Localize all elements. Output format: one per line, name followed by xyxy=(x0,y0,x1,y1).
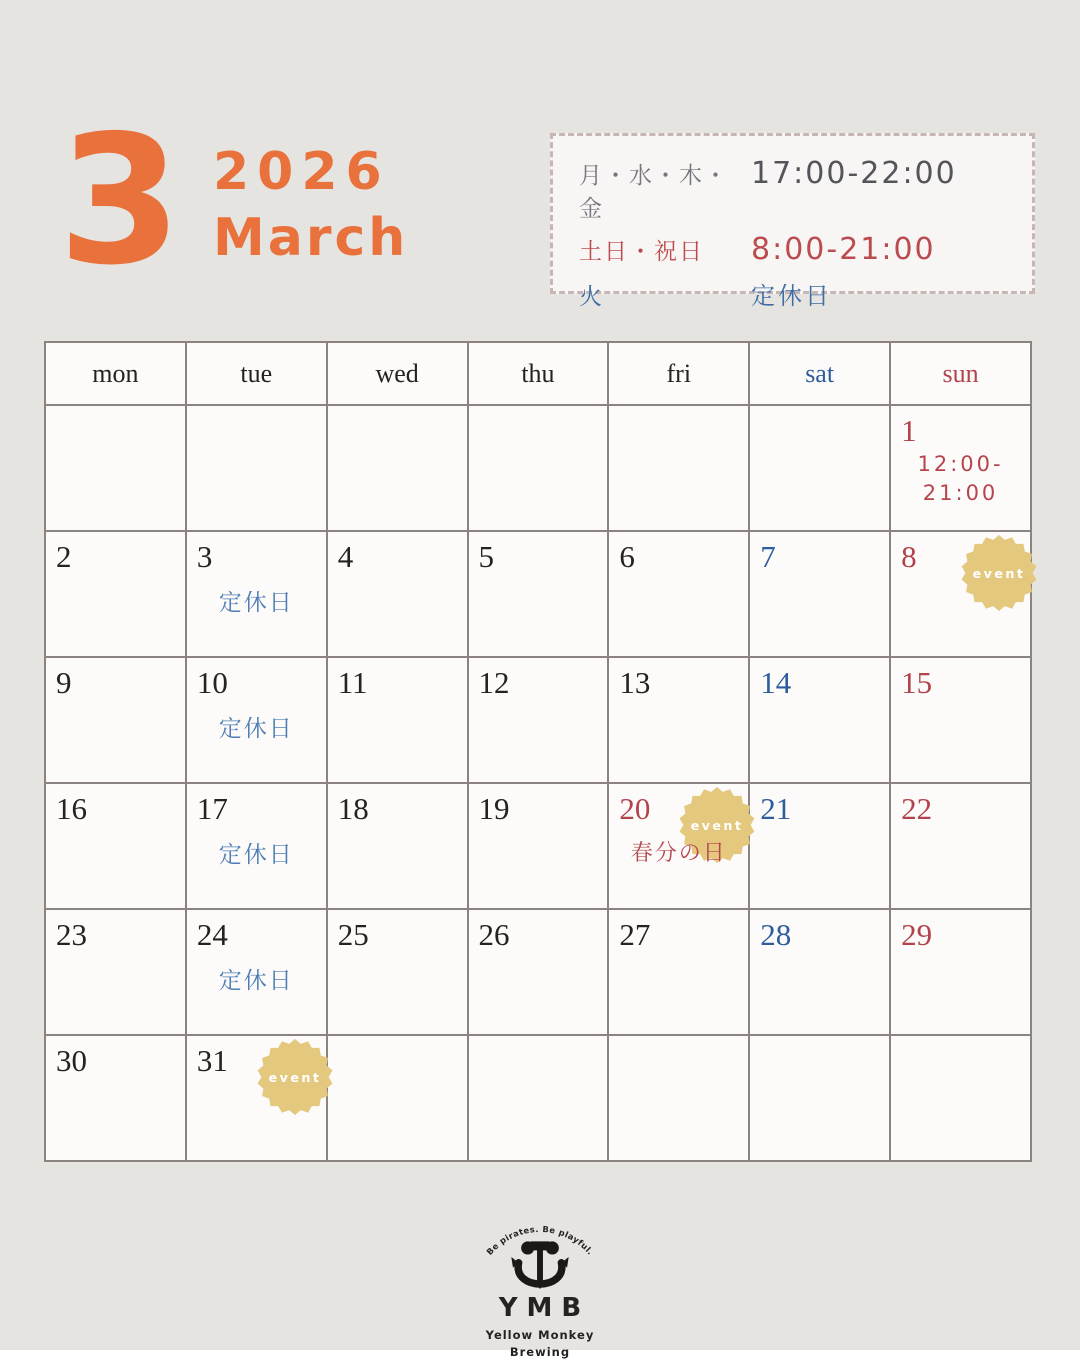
empty-day-cell xyxy=(608,405,749,531)
day-number: 6 xyxy=(619,539,635,574)
weekday-header-sat: sat xyxy=(749,342,890,405)
weekday-header-fri: fri xyxy=(608,342,749,405)
calendar-body xyxy=(45,405,1031,1161)
event-badge xyxy=(256,1038,334,1116)
logo-brand-name xyxy=(430,1327,650,1360)
weekday-header-thu: thu xyxy=(468,342,609,405)
closed-day-label: 定休日 xyxy=(218,716,294,742)
event-badge-seal xyxy=(960,534,1038,612)
hours-days-label: 土日・祝日 xyxy=(579,239,704,265)
day-cell-3 xyxy=(186,531,327,657)
day-cell-8 xyxy=(890,531,1031,657)
day-number: 11 xyxy=(337,665,368,700)
day-number: 8 xyxy=(901,539,917,574)
day-number: 7 xyxy=(760,539,776,574)
day-cell-19 xyxy=(468,783,609,909)
day-cell-14 xyxy=(749,657,890,783)
day-cell-2 xyxy=(45,531,186,657)
day-cell-17 xyxy=(186,783,327,909)
week-row xyxy=(45,1035,1031,1161)
day-number: 24 xyxy=(196,917,228,952)
day-cell-12 xyxy=(468,657,609,783)
day-number: 18 xyxy=(337,791,369,826)
day-number: 29 xyxy=(901,917,933,952)
logo-graphic xyxy=(430,1214,650,1292)
week-row xyxy=(45,909,1031,1035)
empty-day-cell xyxy=(890,1035,1031,1161)
day-number: 21 xyxy=(760,791,792,826)
day-number: 2 xyxy=(56,539,72,574)
svg-text:event: event xyxy=(268,1069,322,1085)
day-cell-31 xyxy=(186,1035,327,1161)
day-cell-15 xyxy=(890,657,1031,783)
day-cell-1 xyxy=(890,405,1031,531)
day-number: 15 xyxy=(901,665,933,700)
week-row xyxy=(45,531,1031,657)
day-cell-4 xyxy=(327,531,468,657)
month-number: 3 xyxy=(58,97,182,304)
logo-tagline-text: Be pirates. Be playful. xyxy=(484,1223,596,1257)
empty-day-cell xyxy=(468,405,609,531)
event-badge-seal xyxy=(256,1038,334,1116)
day-number: 31 xyxy=(196,1043,228,1078)
day-number: 23 xyxy=(56,917,87,952)
day-cell-6 xyxy=(608,531,749,657)
closed-day-label: 定休日 xyxy=(218,968,294,994)
day-cell-11 xyxy=(327,657,468,783)
day-number: 9 xyxy=(56,665,72,700)
empty-day-cell xyxy=(327,1035,468,1161)
day-number: 4 xyxy=(337,539,354,574)
hours-row-tuesday xyxy=(579,276,1032,311)
month-name-label: March xyxy=(213,208,409,268)
calendar-grid xyxy=(44,341,1032,1162)
empty-day-cell xyxy=(749,405,890,531)
svg-text:event: event xyxy=(972,565,1026,581)
day-cell-26 xyxy=(468,909,609,1035)
weekday-row xyxy=(45,342,1031,405)
closed-day-label: 定休日 xyxy=(218,590,294,616)
empty-day-cell xyxy=(749,1035,890,1161)
hours-row-weekend-holiday xyxy=(579,232,1032,267)
day-cell-28 xyxy=(749,909,890,1035)
day-number: 26 xyxy=(478,917,510,952)
day-number: 3 xyxy=(196,539,213,574)
day-number: 14 xyxy=(760,665,792,700)
hours-days-label: 月・水・木・金 xyxy=(579,163,729,222)
weekday-header-wed: wed xyxy=(327,342,468,405)
day-number: 30 xyxy=(56,1043,87,1078)
day-cell-9 xyxy=(45,657,186,783)
logo-initials: YMB xyxy=(498,1293,591,1323)
week-row xyxy=(45,405,1031,531)
day-number: 19 xyxy=(478,791,510,826)
day-cell-24 xyxy=(186,909,327,1035)
day-number: 20 xyxy=(619,791,651,826)
empty-day-cell xyxy=(45,405,186,531)
logo-brand-line2: Brewing xyxy=(509,1344,571,1359)
day-number: 12 xyxy=(478,665,510,700)
day-number: 13 xyxy=(619,665,651,700)
day-cell-25 xyxy=(327,909,468,1035)
day-number: 16 xyxy=(56,791,87,826)
hours-days-label: 火 xyxy=(579,284,604,310)
weekday-header-sun: sun xyxy=(890,342,1031,405)
day-cell-5 xyxy=(468,531,609,657)
weekday-header-mon: mon xyxy=(45,342,186,405)
day-cell-27 xyxy=(608,909,749,1035)
logo-brand-line1: Yellow Monkey xyxy=(485,1328,595,1342)
week-row xyxy=(45,657,1031,783)
weekday-header-tue: tue xyxy=(186,342,327,405)
closed-day-label: 定休日 xyxy=(218,842,294,868)
year-label: 2026 xyxy=(213,142,390,202)
day-number: 22 xyxy=(901,791,933,826)
empty-day-cell xyxy=(608,1035,749,1161)
svg-text:event: event xyxy=(690,817,744,833)
day-number: 28 xyxy=(760,917,792,952)
day-number: 1 xyxy=(901,413,917,448)
day-cell-21 xyxy=(749,783,890,909)
opening-hours-box xyxy=(550,133,1035,310)
empty-day-cell xyxy=(186,405,327,531)
day-number: 27 xyxy=(619,917,651,952)
day-cell-18 xyxy=(327,783,468,909)
anchor-icon xyxy=(511,1241,568,1289)
event-badge xyxy=(960,534,1038,612)
day-cell-7 xyxy=(749,531,890,657)
hours-time-value: 17:00-22:00 xyxy=(751,156,957,191)
brand-logo xyxy=(430,1214,650,1360)
day-number: 25 xyxy=(337,917,369,952)
empty-day-cell xyxy=(468,1035,609,1161)
empty-day-cell xyxy=(327,405,468,531)
holiday-name-label: 春分の日 xyxy=(630,841,727,866)
day-number: 5 xyxy=(478,539,495,574)
opening-hours-note: 12:00-21:00 xyxy=(917,452,1004,506)
day-cell-23 xyxy=(45,909,186,1035)
day-cell-13 xyxy=(608,657,749,783)
week-row xyxy=(45,783,1031,909)
day-cell-20 xyxy=(608,783,749,909)
day-cell-10 xyxy=(186,657,327,783)
day-cell-30 xyxy=(45,1035,186,1161)
hours-row-weekdays xyxy=(579,156,1032,223)
day-cell-29 xyxy=(890,909,1031,1035)
day-number: 10 xyxy=(196,665,228,700)
hours-time-value: 8:00-21:00 xyxy=(751,232,936,267)
day-cell-16 xyxy=(45,783,186,909)
day-number: 17 xyxy=(196,791,228,826)
hours-closed-value: 定休日 xyxy=(751,282,832,310)
day-cell-22 xyxy=(890,783,1031,909)
